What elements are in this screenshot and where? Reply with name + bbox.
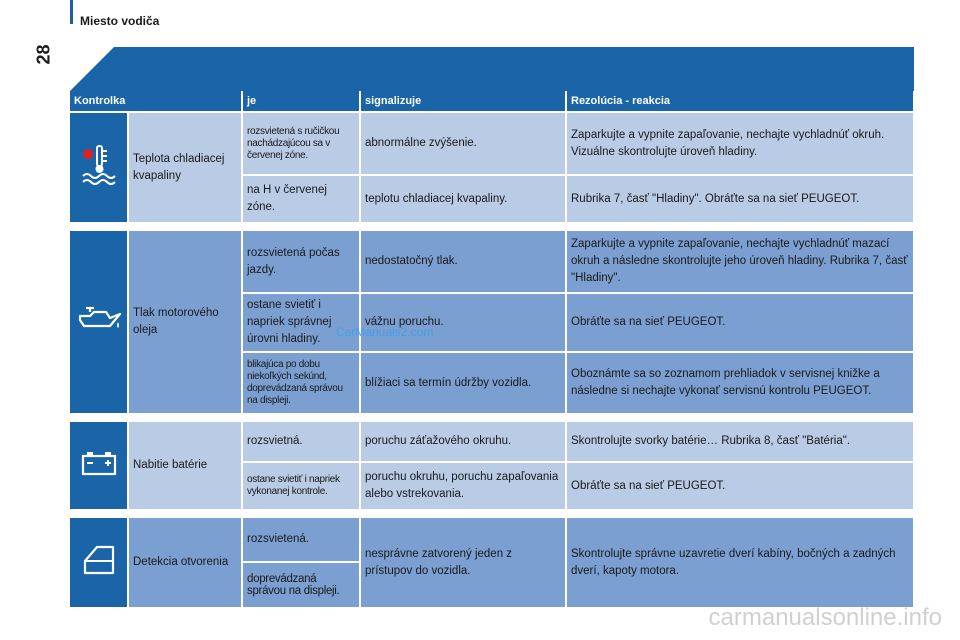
state-cell: rozsvietná. <box>242 422 360 462</box>
action-cell: Zaparkujte a vypnite zapaľovanie, nechajte vychladnúť mazací okruh a následne skontrolujte jeho úroveň hladiny. Rubrika 7, časť "Hladiny". <box>566 231 914 293</box>
indicator-table <box>70 91 915 609</box>
table-row <box>70 518 914 562</box>
action-cell: Zaparkujte a vypnite zapaľovanie, nechajte vychladnúť okruh. Vizuálne skontrolujte úroveň hladiny. <box>566 112 914 175</box>
table-row <box>70 231 914 293</box>
state-cell: ostane svietiť i napriek správnej úrovni hladiny. <box>242 293 360 352</box>
col-header-rezolucia: Rezolúcia - reakcia <box>566 91 914 112</box>
page-number: 28 <box>33 44 54 65</box>
signal-cell: poruchu okruhu, poruchu zapaľovania alebo vstrekovania. <box>360 462 566 510</box>
col-header-signalizuje: signalizuje <box>360 91 566 112</box>
signal-cell: nesprávne zatvorený jeden z prístupov do vozidla. <box>360 518 566 608</box>
action-cell: Skontrolujte správne uzavretie dverí kabíny, bočných a zadných dverí, kapoty motora. <box>566 518 914 608</box>
section-title: Miesto vodiča <box>80 14 160 28</box>
action-cell: Obráťte sa na sieť PEUGEOT. <box>566 462 914 510</box>
action-cell: Rubrika 7, časť "Hladiny". Obráťte sa na sieť PEUGEOT. <box>566 175 914 223</box>
state-cell: rozsvietená. <box>242 518 360 562</box>
col-header-kontrolka: Kontrolka <box>70 91 242 112</box>
indicator-name: Nabitie batérie <box>128 422 242 510</box>
action-cell: Oboznámte sa so zoznamom prehliadok v servisnej knižke a následne si nechajte vykonať servisnú kontrolu PEUGEOT. <box>566 352 914 414</box>
state-cell: ostane svietiť i napriek vykonanej kontrole. <box>242 462 360 510</box>
oil-pressure-icon <box>70 231 128 414</box>
header-banner <box>70 47 914 91</box>
indicator-name: Detekcia otvorenia <box>128 518 242 608</box>
watermark: CarManuals2.com <box>336 325 434 339</box>
signal-cell: blížiaci sa termín údržby vozidla. <box>360 352 566 414</box>
table-header-row <box>70 91 914 112</box>
signal-cell: nedostatočný tlak. <box>360 231 566 293</box>
table-row <box>70 112 914 175</box>
signal-cell: abnormálne zvýšenie. <box>360 112 566 175</box>
side-rule <box>70 0 73 24</box>
table-row <box>70 422 914 462</box>
indicator-name: Tlak motorového oleja <box>128 231 242 414</box>
battery-icon <box>70 422 128 510</box>
footer-watermark: carmanualsonline.info <box>708 604 942 631</box>
state-cell: rozsvietená počas jazdy. <box>242 231 360 293</box>
coolant-temperature-icon <box>70 112 128 223</box>
signal-cell: poruchu záťažového okruhu. <box>360 422 566 462</box>
state-cell: doprevádzaná správou na displeji. <box>242 562 360 608</box>
col-header-je: je <box>242 91 360 112</box>
action-cell: Obráťte sa na sieť PEUGEOT. <box>566 293 914 352</box>
door-open-icon <box>70 518 128 608</box>
action-cell: Skontrolujte svorky batérie… Rubrika 8, časť "Batéria". <box>566 422 914 462</box>
state-cell: blikajúca po dobu niekoľkých sekúnd, doprevádzaná správou na displeji. <box>242 352 360 414</box>
indicator-name: Teplota chladiacej kvapaliny <box>128 112 242 223</box>
signal-cell: teplotu chladiacej kvapaliny. <box>360 175 566 223</box>
state-cell: rozsvietená s ručičkou nachádzajúcou sa v červenej zóne. <box>242 112 360 175</box>
signal-cell: vážnu poruchu. <box>360 293 566 352</box>
state-cell: na H v červenej zóne. <box>242 175 360 223</box>
